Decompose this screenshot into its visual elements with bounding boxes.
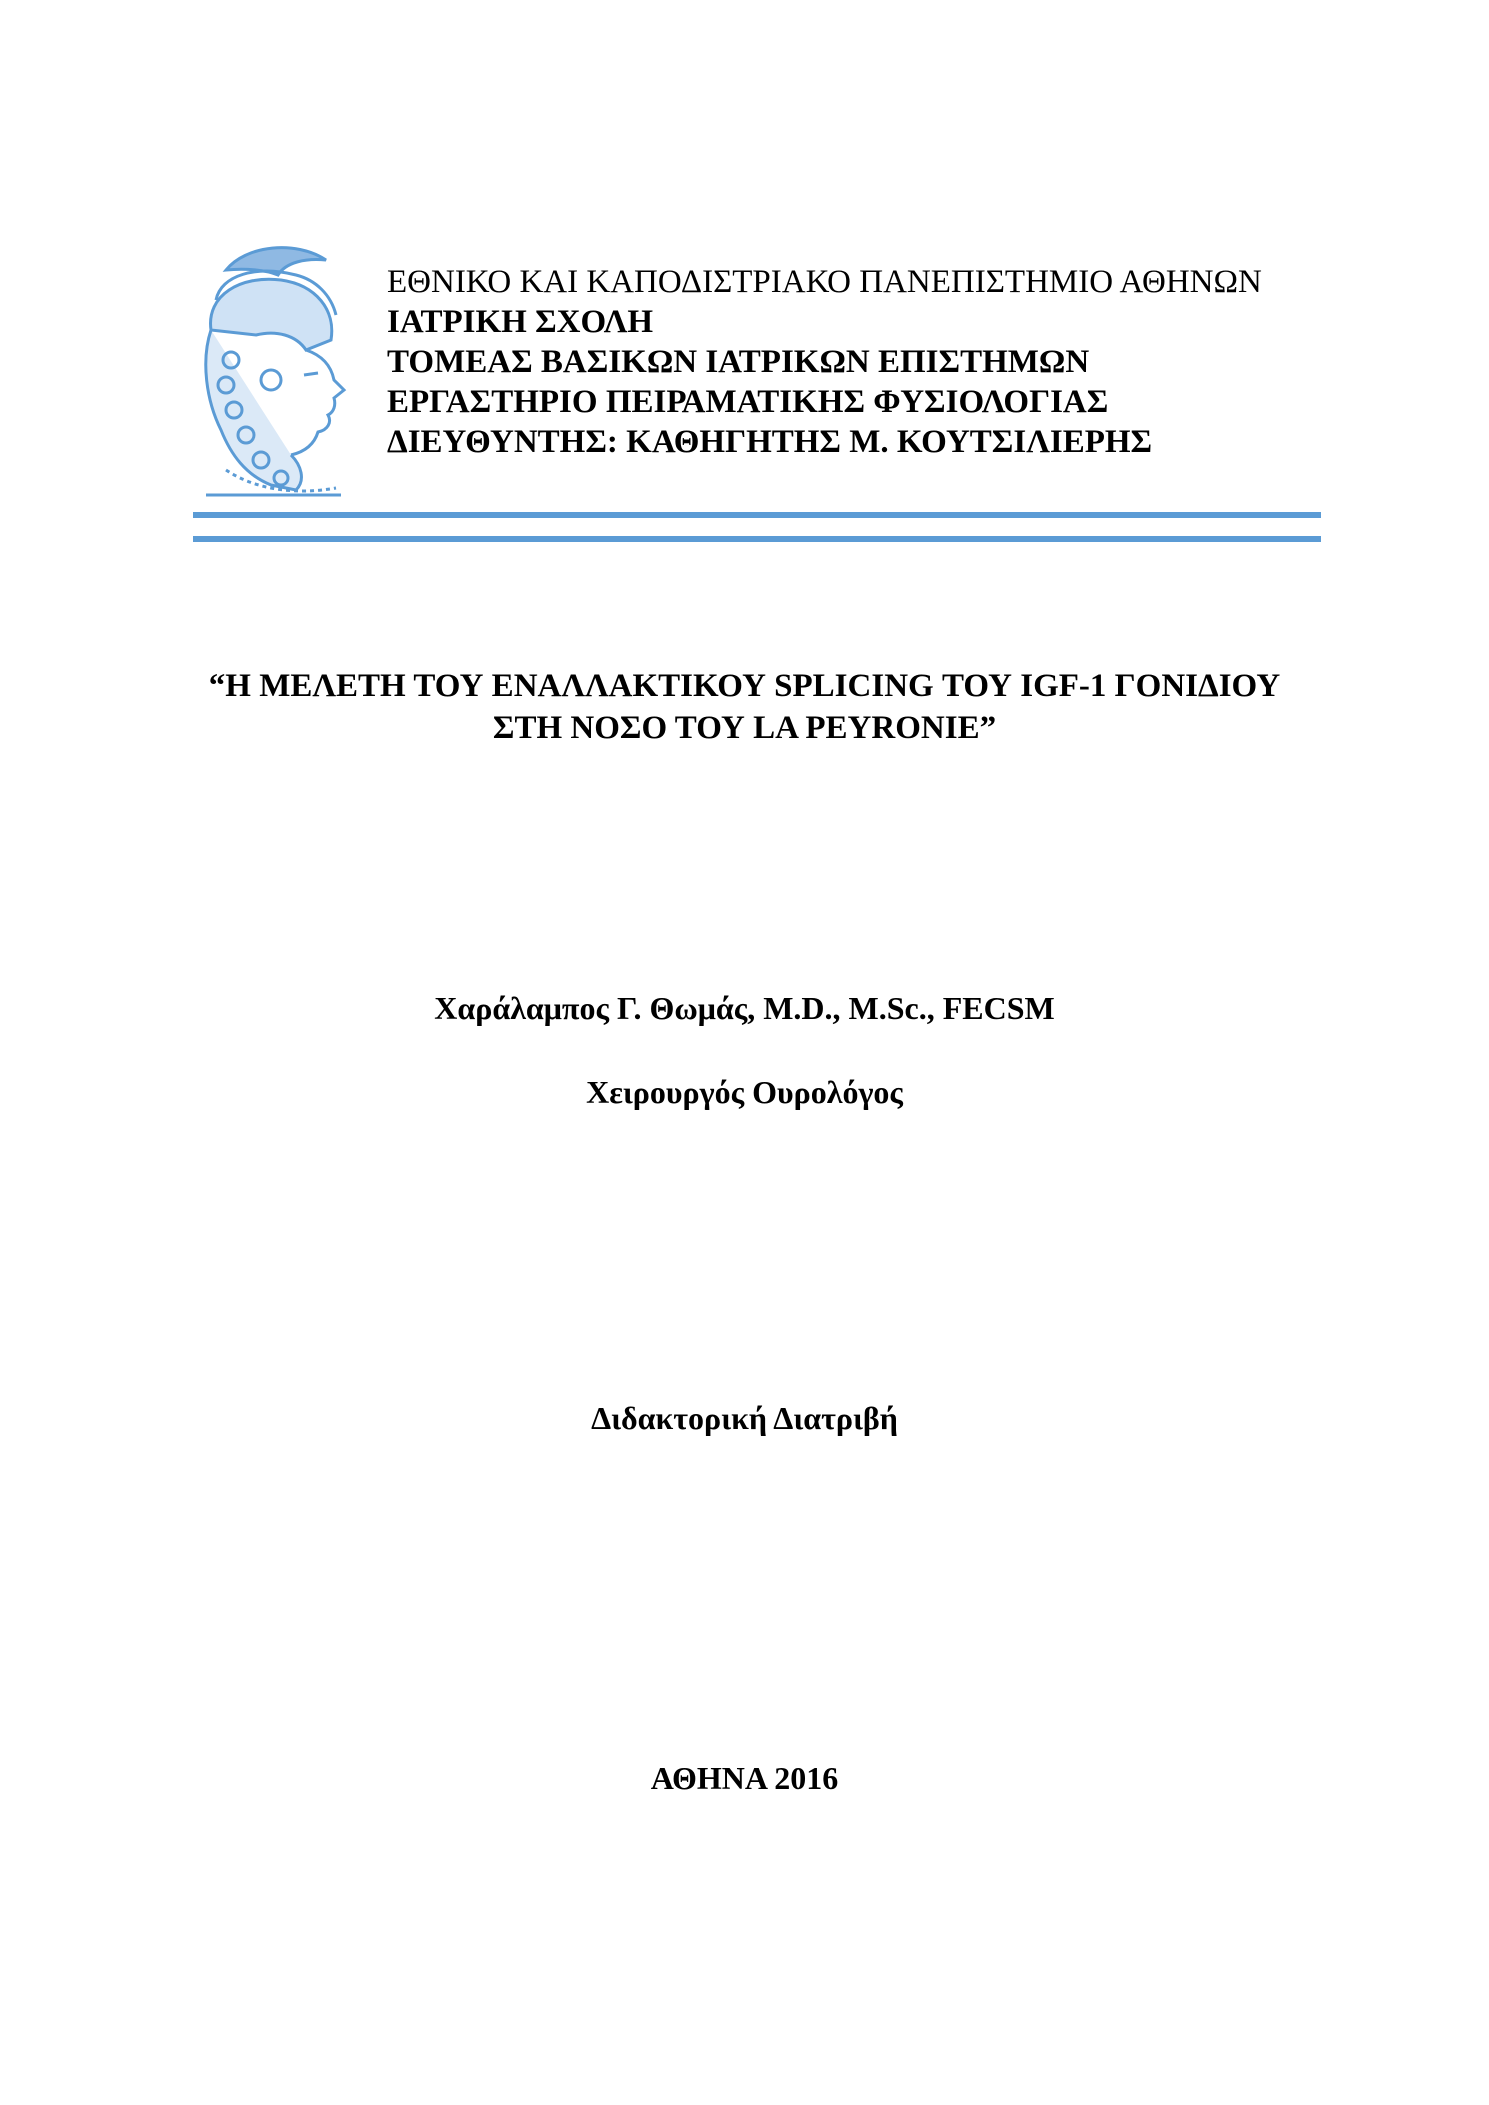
header-divider-bottom [193, 536, 1321, 542]
laboratory-name: ΕΡΓΑΣΤΗΡΙΟ ΠΕΙΡΑΜΑΤΙΚΗΣ ΦΥΣΙΟΛΟΓΙΑΣ [387, 384, 1109, 420]
header-divider-top [193, 512, 1321, 518]
institution-header [387, 262, 1387, 462]
university-logo-athena-icon [186, 240, 348, 498]
thesis-title-line-2: ΣΤΗ ΝΟΣΟ ΤΟΥ LA PEYRONIE” [492, 710, 997, 746]
department-name: ΤΟΜΕΑΣ ΒΑΣΙΚΩΝ ΙΑΤΡΙΚΩΝ ΕΠΙΣΤΗΜΩΝ [387, 344, 1090, 380]
document-type: Διδακτορική Διατριβή [591, 1400, 898, 1436]
thesis-title [0, 665, 1489, 749]
university-name: ΕΘΝΙΚΟ ΚΑΙ ΚΑΠΟΔΙΣΤΡΙΑΚΟ ΠΑΝΕΠΙΣΤΗΜΙΟ ΑΘΗΝΩΝ [387, 264, 1262, 300]
thesis-title-line-1: “Η ΜΕΛΕΤΗ ΤΟΥ ΕΝΑΛΛΑΚΤΙΚΟΥ SPLICING ΤΟΥ IGF-1 ΓΟΝΙΔΙΟΥ [208, 668, 1281, 704]
author-role: Χειρουργός Ουρολόγος [586, 1074, 903, 1110]
author-name: Χαράλαμπος Γ. Θωμάς, M.D., M.Sc., FECSM [434, 990, 1055, 1026]
school-name: ΙΑΤΡΙΚΗ ΣΧΟΛΗ [387, 304, 654, 340]
place-and-year: ΑΘΗΝΑ 2016 [650, 1760, 839, 1796]
director-name: ΔΙΕΥΘΥΝΤΗΣ: ΚΑΘΗΓΗΤΗΣ Μ. ΚΟΥΤΣΙΛΙΕΡΗΣ [387, 424, 1153, 460]
